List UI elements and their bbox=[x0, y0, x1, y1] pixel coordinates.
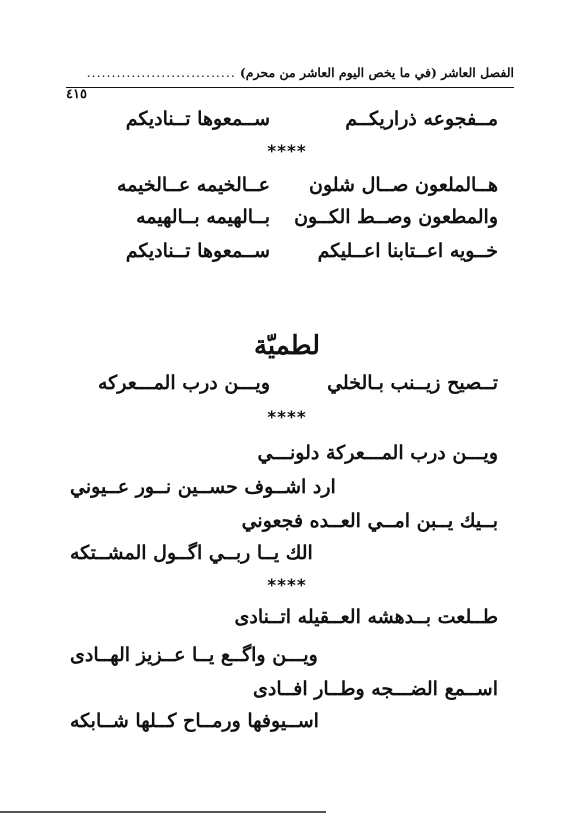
running-header bbox=[66, 62, 514, 102]
verse-left: ويـــن درب المـــعركه bbox=[97, 372, 270, 394]
verse-line: الك يــا ربــي اگــول المشــتكه bbox=[70, 542, 313, 564]
verse-line: ارد اشــوف حســين نــور عــيوني bbox=[70, 476, 336, 498]
verse-right: والمطعون وصــط الكــون bbox=[294, 206, 498, 228]
verse-right: مــفجوعه ذراريكــم bbox=[345, 108, 498, 130]
header-rule bbox=[66, 87, 514, 88]
verse-right: تــصيح زيــنب بـالخلي bbox=[327, 372, 498, 394]
section-heading: لطميّة bbox=[253, 331, 321, 361]
stars-separator: **** bbox=[267, 408, 307, 428]
verse-right: خــويه اعــتابنا اعــليكم bbox=[317, 240, 498, 262]
verse-line: اســمع الضـــجه وطــار افــادى bbox=[253, 678, 498, 700]
verse-left: بــالهيمه بــالهيمه bbox=[136, 206, 270, 228]
footer-rule bbox=[0, 811, 326, 813]
verse-line: طــلعت بــدهشه العــقيله اتــنادى bbox=[234, 606, 498, 628]
header-leader-dots: .............................. bbox=[86, 65, 236, 80]
verse-line: اســيوفها ورمــاح كــلها شــابكه bbox=[70, 710, 319, 732]
stars-separator: **** bbox=[267, 142, 307, 162]
verse-line: ويـــن واگــع يــا عــزيز الهــادى bbox=[70, 644, 318, 666]
verse-left: عــالخيمه عــالخيمه bbox=[116, 174, 270, 196]
verse-line: ويـــن درب المـــعركة دلونـــي bbox=[257, 442, 498, 464]
page-number: ٤١٥ bbox=[66, 87, 87, 102]
verse-line: بــيك يــبن امــي العــده فجعوني bbox=[241, 510, 498, 532]
verse-left: ســمعوها تــناديكم bbox=[125, 108, 270, 130]
verse-left: ســمعوها تــناديكم bbox=[125, 240, 270, 262]
verse-right: هــالملعون صــال شلون bbox=[308, 174, 498, 196]
stars-separator: **** bbox=[267, 576, 307, 596]
chapter-title: الفصل العاشر (في ما يخص اليوم العاشر من محرم) bbox=[239, 65, 514, 80]
